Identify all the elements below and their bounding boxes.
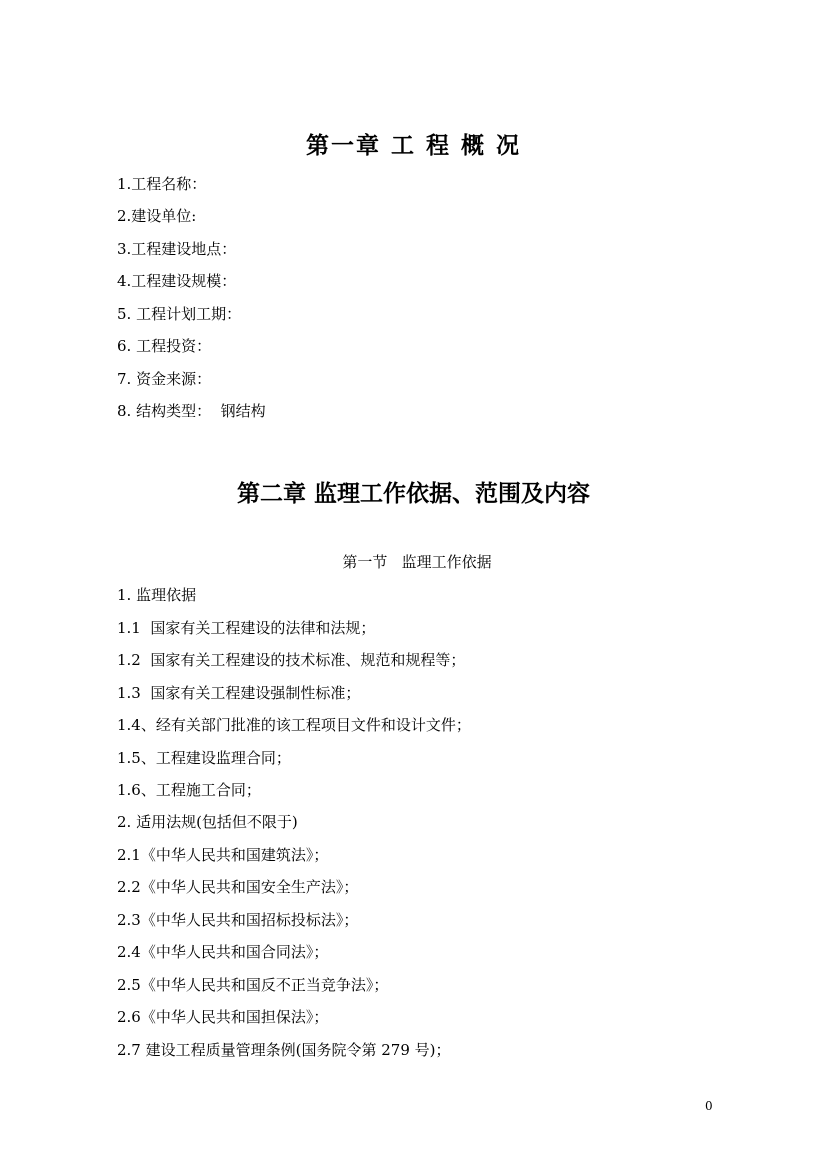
chapter-1-item: 7. 资金来源：: [117, 370, 212, 388]
chapter-1-item: 2.建设单位:: [117, 207, 197, 225]
section-1-item: 1.5、工程建设监理合同；: [117, 749, 291, 767]
chapter-1-item: 1.工程名称：: [117, 175, 207, 193]
chapter-1-title: 第一章 工 程 概 况: [305, 132, 522, 159]
chapter-1-item: 4.工程建设规模：: [117, 272, 237, 290]
chapter-1-item: 5. 工程计划工期：: [117, 305, 242, 323]
chapter-1-item: 8. 结构类型： 钢结构: [117, 402, 266, 420]
section-1-item: 1. 监理依据: [117, 586, 197, 604]
section-1-item: 1.2 国家有关工程建设的技术标准、规范和规程等；: [117, 651, 466, 669]
section-1-item: 2.4《中华人民共和国合同法》；: [117, 943, 329, 961]
section-1-item: 2.2《中华人民共和国安全生产法》；: [117, 878, 359, 896]
section-1-item: 2.7 建设工程质量管理条例(国务院令第 279 号)；: [117, 1041, 451, 1059]
section-1-item: 1.6、工程施工合同；: [117, 781, 261, 799]
page-number: 0: [705, 1099, 713, 1113]
chapter-2-title: 第二章 监理工作依据、范围及内容: [236, 480, 590, 507]
section-1-item: 1.3 国家有关工程建设强制性标准；: [117, 684, 361, 702]
section-1-item: 2.1《中华人民共和国建筑法》；: [117, 846, 329, 864]
section-1-item: 2.5《中华人民共和国反不正当竞争法》；: [117, 976, 389, 994]
section-1-item: 2.3《中华人民共和国招标投标法》；: [117, 911, 359, 929]
chapter-1-item: 3.工程建设地点：: [117, 240, 237, 258]
section-1-title: 第一节 监理工作依据: [342, 553, 492, 571]
section-1-item: 1.4、经有关部门批准的该工程项目文件和设计文件；: [117, 716, 471, 734]
chapter-1-item: 6. 工程投资：: [117, 337, 212, 355]
section-1-item: 1.1 国家有关工程建设的法律和法规；: [117, 619, 376, 637]
section-1-item: 2.6《中华人民共和国担保法》；: [117, 1008, 329, 1026]
section-1-item: 2. 适用法规(包括但不限于): [117, 813, 298, 831]
